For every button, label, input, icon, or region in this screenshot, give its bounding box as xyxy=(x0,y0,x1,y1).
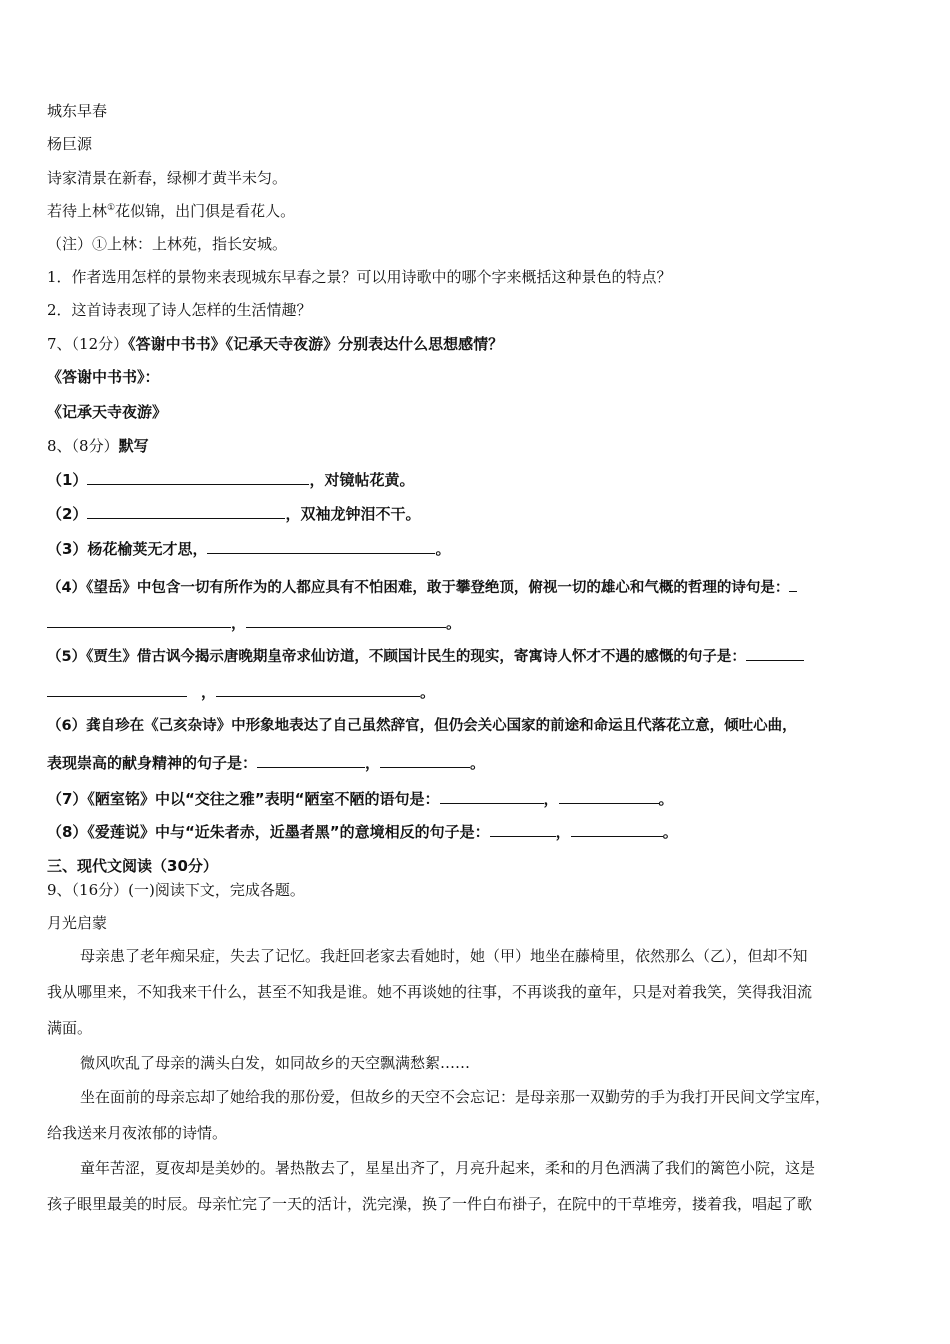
blank[interactable] xyxy=(87,503,285,519)
q8-item-8-end: 。 xyxy=(662,823,678,841)
q8-item-8-text: （8）《爱莲说》中与“近朱者赤，近墨者黑”的意境相反的句子是： xyxy=(47,823,490,841)
q8-item-4-text: （4）《望岳》中包含一切有所作为的人都应具有不怕困难，敢于攀登绝顶，俯视一切的雄心和气概的哲理的诗句是： xyxy=(47,580,790,596)
blank[interactable] xyxy=(571,821,663,837)
blank[interactable] xyxy=(246,612,446,628)
poem-title: 城东早春 xyxy=(47,102,108,120)
article-title: 月光启蒙 xyxy=(47,914,108,932)
q8-item-2 xyxy=(47,503,420,524)
blank[interactable] xyxy=(380,752,470,768)
q9-number: 9、（16分） xyxy=(47,881,129,899)
q8-item-2-label: （2） xyxy=(47,505,88,523)
q6-sub-1: 1．作者选用怎样的景物来表现城东早春之景？可以用诗歌中的哪个字来概括这种景色的特点？ xyxy=(47,268,672,286)
q8-item-5-comma: ， xyxy=(201,683,217,701)
q8-item-7 xyxy=(47,788,674,809)
q7-number: 7、（12分） xyxy=(47,335,129,353)
q8-item-1-text: ，对镜帖花黄。 xyxy=(309,471,415,489)
blank[interactable] xyxy=(440,788,544,804)
q8-item-5-answers xyxy=(47,681,435,702)
q8-item-6-line2 xyxy=(47,752,485,773)
poem-note: （注）①上林：上林苑，指长安城。 xyxy=(47,235,288,253)
blank[interactable] xyxy=(47,681,187,697)
paragraph-3-line-2: 给我送来月夜浓郁的诗情。 xyxy=(47,1124,228,1142)
q8-item-5 xyxy=(47,645,804,667)
q8-item-6-text2: 表现崇高的献身精神的句子是： xyxy=(47,754,258,772)
q8-item-8-comma: ， xyxy=(555,823,571,841)
paragraph-4-line-2: 孩子眼里最美的时辰。母亲忙完了一天的活计，洗完澡，换了一件白布褂子，在院中的干草堆旁，搂着我，唱起了歌 xyxy=(47,1195,813,1213)
q8-title: 默写 xyxy=(118,437,149,455)
q8-item-6: （6）龚自珍在《己亥杂诗》中形象地表达了自己虽然辞官，但仍会关心国家的前途和命运且代落花立意，倾吐心曲， xyxy=(47,718,797,734)
q8-item-3-text: （3）杨花榆荚无才思， xyxy=(47,540,208,558)
blank[interactable] xyxy=(789,576,797,592)
blank[interactable] xyxy=(490,821,556,837)
footnote-mark: ① xyxy=(107,203,116,213)
blank[interactable] xyxy=(47,612,231,628)
q8-item-1-label: （1） xyxy=(47,471,88,489)
q8-item-7-end: 。 xyxy=(658,790,674,808)
q8-item-4 xyxy=(47,576,797,598)
paragraph-1-line-2: 我从哪里来，不知我来干什么，甚至不知我是谁。她不再谈她的往事，不再谈我的童年，只是对着我笑，笑得我泪流 xyxy=(47,983,813,1001)
poem-author: 杨巨源 xyxy=(47,135,93,153)
q7-stem xyxy=(47,334,503,354)
blank[interactable] xyxy=(746,645,804,661)
blank[interactable] xyxy=(87,469,309,485)
q8-item-6-end: 。 xyxy=(470,754,486,772)
q8-item-7-comma: ， xyxy=(543,790,559,808)
poem-line-1: 诗家清景在新春，绿柳才黄半未匀。 xyxy=(47,169,288,187)
q7-answer-2: 《记承天寺夜游》 xyxy=(47,403,168,421)
q8-item-1 xyxy=(47,469,414,490)
q9-instruction: (一)阅读下文，完成各题。 xyxy=(128,881,305,899)
q8-item-6-comma: ， xyxy=(365,754,381,772)
q8-item-2-text: ，双袖龙钟泪不干。 xyxy=(285,505,421,523)
q8-item-3 xyxy=(47,538,450,559)
section-heading: 三、现代文阅读（30分） xyxy=(47,857,218,875)
q8-item-4-answers xyxy=(47,612,461,633)
q7-answer-1: 《答谢中书书》： xyxy=(47,368,160,386)
q7-text: 《答谢中书书》《记承天寺夜游》分别表达什么思想感情？ xyxy=(128,335,504,353)
q8-stem xyxy=(47,436,149,456)
q8-item-7-text: （7）《陋室铭》中以“交往之雅”表明“陋室不陋的语句是： xyxy=(47,790,440,808)
q8-item-4-comma: ， xyxy=(231,614,247,632)
q8-item-5-end: 。 xyxy=(420,683,436,701)
q8-item-5-text: （5）《贾生》借古讽今揭示唐晚期皇帝求仙访道，不顾国计民生的现实，寄寓诗人怀才不遇的感慨的句子是： xyxy=(47,649,746,665)
q8-item-8 xyxy=(47,821,678,842)
paragraph-2: 微风吹乱了母亲的满头白发，如同故乡的天空飘满愁絮…… xyxy=(80,1054,471,1072)
blank[interactable] xyxy=(257,752,365,768)
q6-sub-2: 2．这首诗表现了诗人怎样的生活情趣？ xyxy=(47,301,312,319)
paragraph-4-line-1: 童年苦涩，夏夜却是美妙的。暑热散去了，星星出齐了，月亮升起来，柔和的月色洒满了我们的篱笆小院，这是 xyxy=(80,1159,816,1177)
q9-stem xyxy=(47,880,305,900)
paragraph-1-line-3: 满面。 xyxy=(47,1019,93,1037)
q8-item-3-end: 。 xyxy=(435,540,451,558)
paragraph-1-line-1: 母亲患了老年痴呆症，失去了记忆。我赶回老家去看她时，她（甲）地坐在藤椅里，依然那么（乙），但却不知 xyxy=(80,947,808,965)
q8-number: 8、（8分） xyxy=(47,437,119,455)
blank[interactable] xyxy=(216,681,420,697)
poem-line-2 xyxy=(47,201,295,221)
poem-line-2-b: 花似锦，出门俱是看花人。 xyxy=(115,202,296,220)
blank[interactable] xyxy=(207,538,435,554)
paragraph-3-line-1: 坐在面前的母亲忘却了她给我的那份爱，但故乡的天空不会忘记：是母亲那一双勤劳的手为我打开民间文学宝库， xyxy=(80,1088,831,1106)
q8-item-4-end: 。 xyxy=(446,614,462,632)
poem-line-2-a: 若待上林 xyxy=(47,202,108,220)
blank[interactable] xyxy=(559,788,659,804)
